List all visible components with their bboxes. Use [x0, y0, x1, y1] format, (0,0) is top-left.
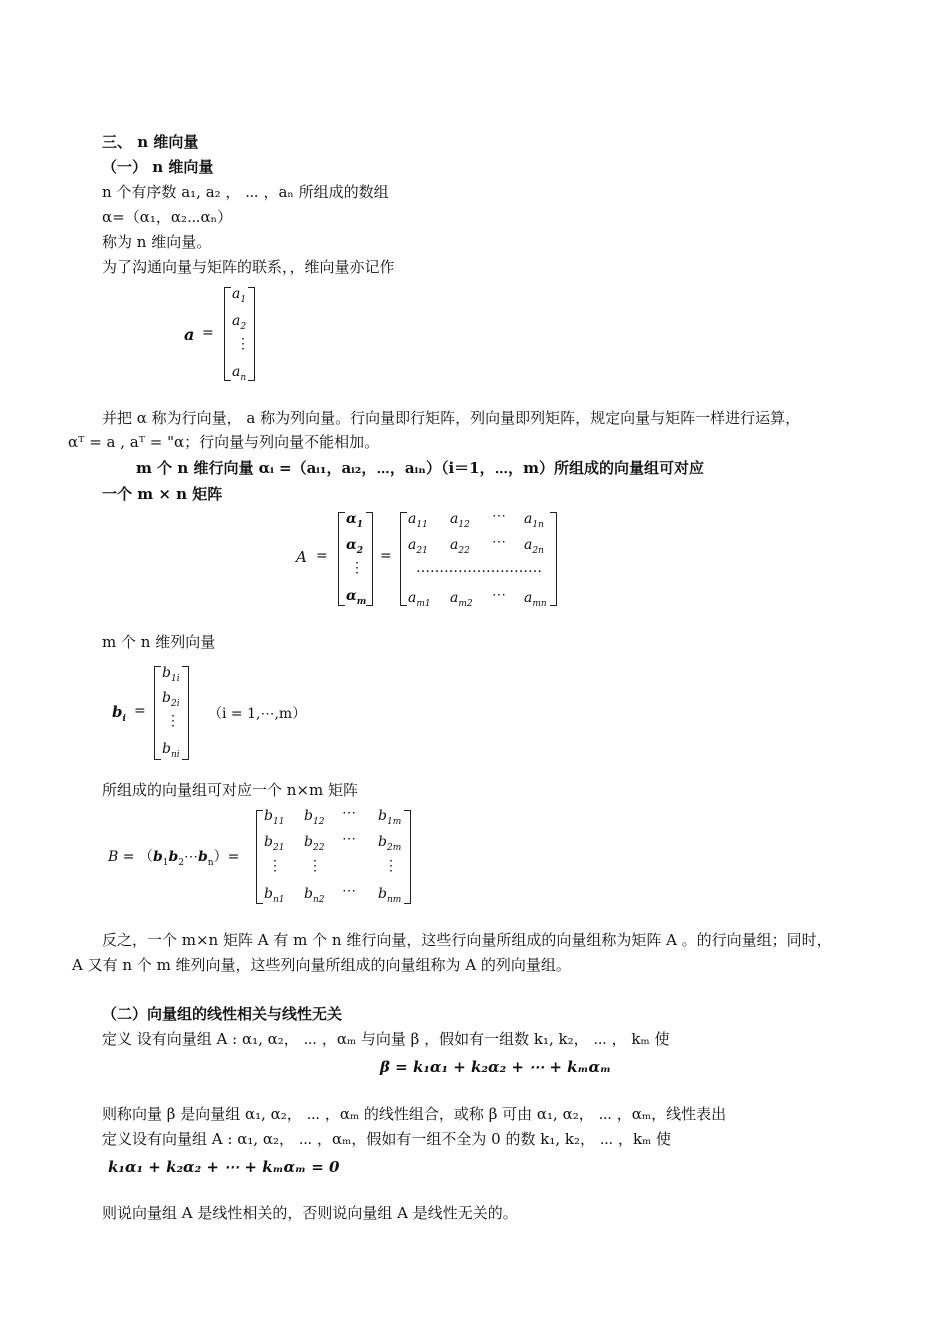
definition-1-conclusion: 则称向量 β 是向量组 α₁, α₂， ⋯ ，αₘ 的线性组合，或称 β 可由 α₁, α₂， ⋯ ，αₘ，线性表出 [102, 1105, 727, 1123]
paragraph-6a: m 个 n 维行向量 αᵢ =（aᵢ₁，aᵢ₂，⋯，aᵢₙ）（i＝1，⋯，m）所组成的向量组可对应 [136, 459, 704, 477]
definition-1: 定义 设有向量组 A : α₁, α₂， ⋯ ，αₘ 与向量 β ，假如有一组数 k₁, k₂， ⋯ ， kₘ 使 [102, 1030, 670, 1048]
paragraph-1: n 个有序数 a₁, a₂ ， ⋯ ，aₙ 所组成的数组 [102, 183, 389, 201]
subsection-1-title: （一） n 维向量 [102, 158, 214, 176]
paragraph-2: α=（α₁，α₂⋯αₙ） [102, 208, 233, 226]
equation-linear-combination: β = k₁α₁ + k₂α₂ + ⋯ + kₘαₘ [380, 1058, 611, 1076]
paragraph-9b: A 又有 n 个 m 维列向量，这些列向量所组成的向量组称为 A 的列向量组。 [72, 956, 571, 974]
section-title: 三、 n 维向量 [102, 133, 199, 151]
paragraph-6b: 一个 m × n 矩阵 [102, 485, 223, 503]
paragraph-8: 所组成的向量组可对应一个 n×m 矩阵 [102, 781, 358, 799]
paragraph-4: 为了沟通向量与矩阵的联系，，维向量亦记作 [102, 258, 395, 276]
subsection-2-title: （二）向量组的线性相关与线性无关 [102, 1005, 343, 1023]
paragraph-7: m 个 n 维列向量 [102, 633, 216, 651]
definition-2: 定义设有向量组 A : α₁, α₂， ⋯ ，αₘ，假如有一组不全为 0 的数 k₁, k₂， ⋯ ，kₘ 使 [102, 1130, 672, 1148]
definition-2-conclusion: 则说向量组 A 是线性相关的，否则说向量组 A 是线性无关的。 [102, 1204, 518, 1222]
paragraph-3: 称为 n 维向量。 [102, 233, 212, 251]
index-range-note: （i = 1,⋯,m） [208, 706, 307, 722]
paragraph-5b: αᵀ = a , aᵀ = "α；行向量与列向量不能相加。 [68, 433, 380, 451]
equation-linear-dependence: k₁α₁ + k₂α₂ + ⋯ + kₘαₘ = 0 [108, 1158, 340, 1176]
paragraph-5a: 并把 α 称为行向量， a 称为列向量。行向量即行矩阵，列向量即列矩阵，规定向量与矩阵一样进行运算， [102, 409, 801, 427]
paragraph-9a: 反之，一个 m×n 矩阵 A 有 m 个 n 维行向量，这些行向量所组成的向量组称为矩阵 A 。的行向量组；同时， [102, 931, 832, 949]
